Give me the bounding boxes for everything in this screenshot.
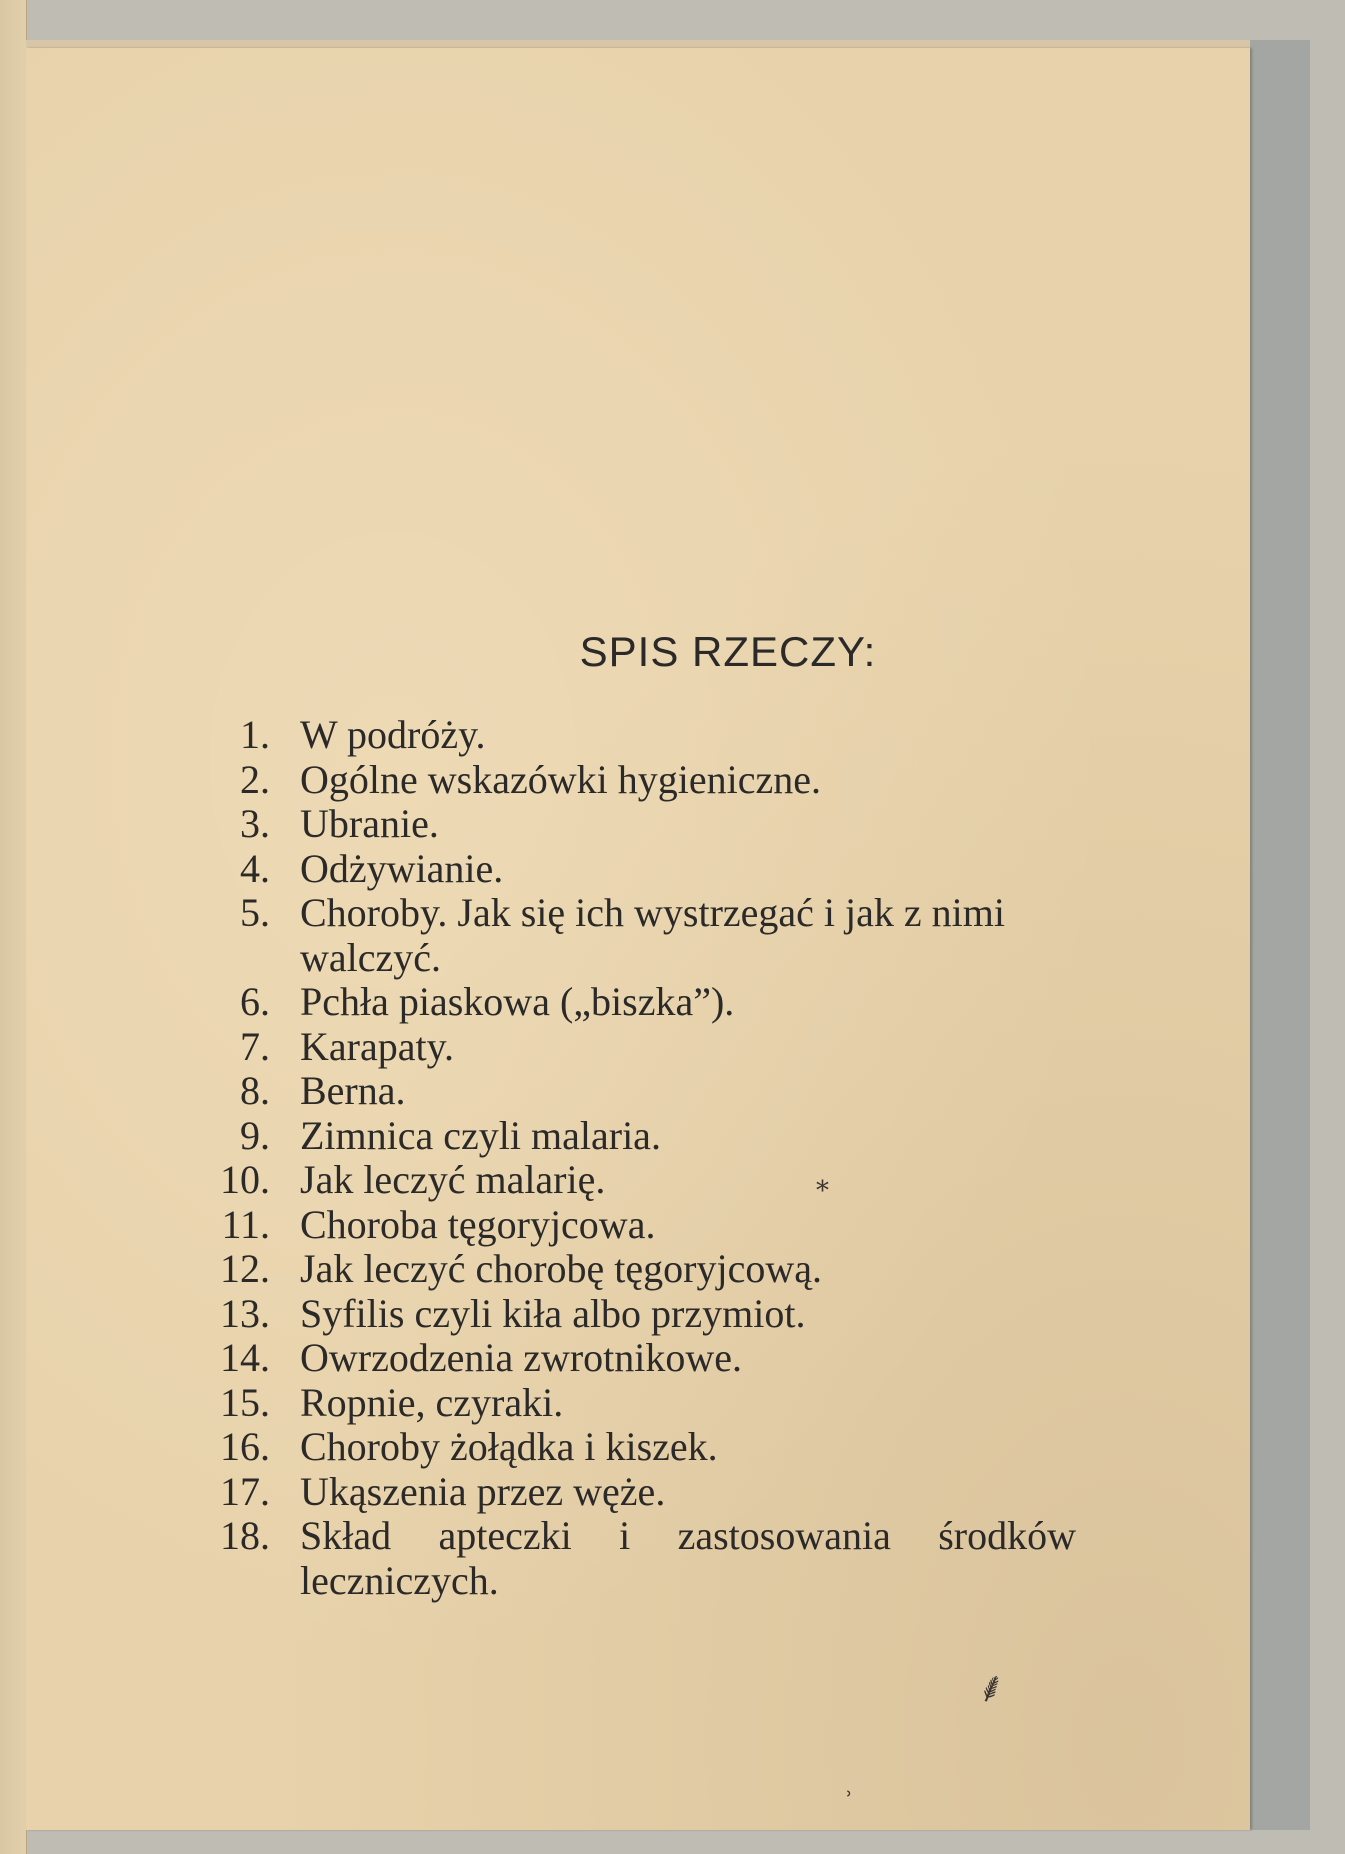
- toc-number: 18.: [220, 1513, 270, 1558]
- toc-entry: [176, 1025, 1076, 1070]
- toc-title: Skład apteczki i zastosowania środków leczniczych.: [300, 1513, 1076, 1603]
- ink-smudge-mark: ⸙: [973, 1663, 1010, 1713]
- toc-title: Berna.: [300, 1068, 406, 1113]
- toc-title: Jak leczyć malarię.: [300, 1157, 606, 1202]
- table-of-contents: [176, 713, 1076, 1603]
- toc-entry: [176, 891, 1076, 980]
- toc-number: 13.: [220, 1290, 270, 1336]
- toc-number: 2.: [240, 756, 270, 802]
- toc-number: 15.: [220, 1379, 270, 1425]
- toc-title: Ogólne wskazówki hygieniczne.: [300, 756, 821, 802]
- toc-title: Owrzodzenia zwrotnikowe.: [300, 1335, 743, 1380]
- toc-title: Karapaty.: [300, 1023, 454, 1069]
- toc-title: Odżywianie.: [300, 845, 504, 891]
- toc-entry: [176, 713, 1076, 758]
- toc-title: Zimnica czyli malaria.: [300, 1112, 661, 1158]
- toc-entry: [176, 1292, 1076, 1337]
- book-page: [26, 48, 1250, 1830]
- toc-entry: [176, 1514, 1076, 1603]
- toc-entry: [176, 1069, 1076, 1114]
- toc-number: 9.: [240, 1112, 270, 1158]
- ink-speck-mark: ⁎: [816, 1168, 829, 1198]
- toc-number: 6.: [240, 979, 270, 1024]
- toc-entry: [176, 1247, 1076, 1292]
- toc-title: Choroba tęgoryjcowa.: [300, 1201, 656, 1247]
- toc-number: 11.: [221, 1201, 270, 1247]
- toc-entry: [176, 980, 1076, 1025]
- ink-speck-mark: ˒: [846, 1783, 853, 1808]
- binding-edge: [0, 0, 27, 1854]
- toc-title: Ukąszenia przez węże.: [300, 1468, 666, 1514]
- toc-title: Choroby żołądka i kiszek.: [300, 1424, 718, 1469]
- cover-board-edge: [1250, 40, 1310, 1830]
- toc-title: Choroby. Jak się ich wystrzegać i jak z nimi walczyć.: [300, 890, 1005, 980]
- toc-entry: [176, 1381, 1076, 1426]
- toc-number: 16.: [220, 1424, 270, 1469]
- toc-number: 4.: [240, 845, 270, 891]
- toc-entry: [176, 1158, 1076, 1203]
- toc-number: 7.: [240, 1023, 270, 1069]
- toc-entry: [176, 1470, 1076, 1515]
- toc-entry: [176, 1203, 1076, 1248]
- toc-number: 12.: [220, 1246, 270, 1291]
- toc-title: W podróży.: [300, 712, 486, 757]
- toc-number: 17.: [220, 1468, 270, 1514]
- toc-title: Syfilis czyli kiła albo przymiot.: [300, 1290, 806, 1336]
- toc-entry: [176, 1336, 1076, 1381]
- toc-number: 1.: [240, 712, 270, 757]
- toc-entry: [176, 1114, 1076, 1159]
- toc-title: Pchła piaskowa („biszka”).: [300, 979, 735, 1024]
- toc-title: Ropnie, czyraki.: [300, 1379, 564, 1425]
- toc-entry: [176, 1425, 1076, 1470]
- toc-number: 5.: [240, 890, 270, 935]
- toc-entry: [176, 802, 1076, 847]
- toc-number: 14.: [220, 1335, 270, 1380]
- toc-title: Jak leczyć chorobę tęgoryjcową.: [300, 1246, 822, 1291]
- toc-number: 10.: [220, 1157, 270, 1202]
- toc-entry: [176, 758, 1076, 803]
- toc-entry: [176, 847, 1076, 892]
- toc-number: 3.: [240, 801, 270, 846]
- toc-number: 8.: [240, 1068, 270, 1113]
- page-title: SPIS RZECZY:: [579, 628, 877, 675]
- toc-title: Ubranie.: [300, 801, 439, 846]
